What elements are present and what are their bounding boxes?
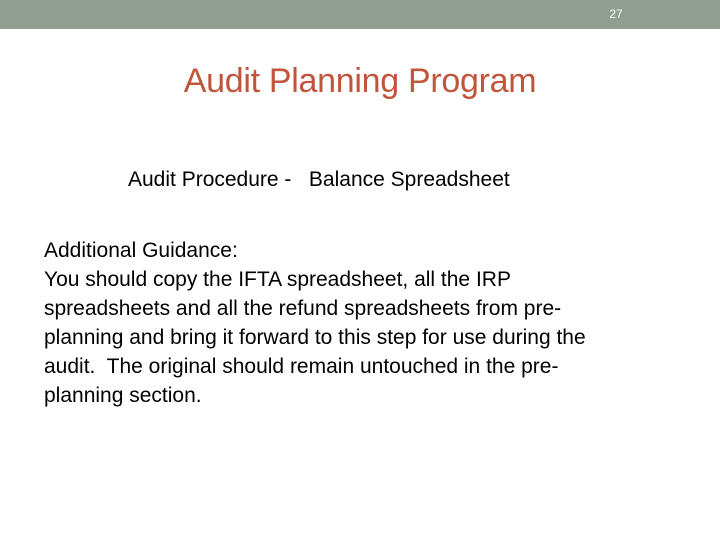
guidance-heading: Additional Guidance: xyxy=(44,239,238,262)
body-line: You should copy the IFTA spreadsheet, all the IRP xyxy=(44,268,511,291)
slide-subtitle: Audit Procedure - Balance Spreadsheet xyxy=(128,168,510,191)
body-line: audit. The original should remain untouched in the pre- xyxy=(44,355,559,378)
body-line: spreadsheets and all the refund spreadsheets from pre- xyxy=(44,297,562,320)
slide-number: 27 xyxy=(609,7,623,21)
header-bar xyxy=(0,0,720,29)
slide-title: Audit Planning Program xyxy=(183,62,537,100)
body-text xyxy=(44,236,684,410)
body-line: planning section. xyxy=(44,384,202,407)
body-line: planning and bring it forward to this step for use during the xyxy=(44,326,586,349)
